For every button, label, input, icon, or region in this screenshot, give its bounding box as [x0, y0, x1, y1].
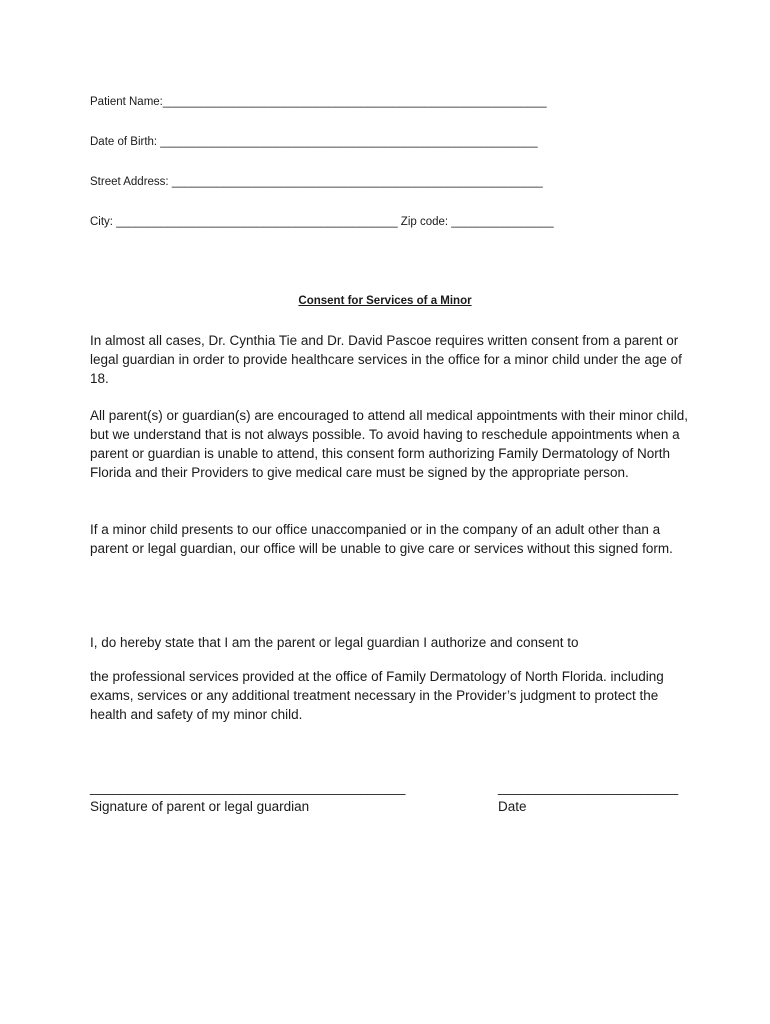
consent-statement: I, do hereby state that I am the parent or legal guardian I authorize and consent to — [90, 635, 579, 650]
paragraph-consent-requirement: In almost all cases, Dr. Cynthia Tie and Dr. David Pascoe requires written consent from a parent or legal guardian in order to provide healthcare services in the office for a minor child under the age of 18. — [90, 333, 682, 386]
city-zip-field: City: ____________________________________________ Zip code: ________________ — [90, 216, 554, 228]
patient-name-field: Patient Name:____________________________________________________________ — [90, 96, 547, 108]
signature-line: __________________________________________ — [90, 780, 406, 795]
paragraph-unaccompanied: If a minor child presents to our office unaccompanied or in the company of an adult other than a parent or legal guardian, our office will be unable to give care or services without this signed form. — [90, 522, 673, 556]
paragraph-attendance: All parent(s) or guardian(s) are encouraged to attend all medical appointments with their minor child, but we understand that is not always possible. To avoid having to reschedule appointments when a parent or guardian is unable to attend, this consent form authorizing Family Dermatology of North Florida and their Providers to give medical care must be signed by the appropriate person. — [90, 408, 689, 480]
document-title: Consent for Services of a Minor — [298, 295, 472, 307]
paragraph-authorization: the professional services provided at the office of Family Dermatology of North Florida. including exams, services or any additional treatment necessary in the Provider’s judgment to protect the health and safety of my minor child. — [90, 669, 664, 722]
signature-label: Signature of parent or legal guardian — [90, 799, 310, 814]
street-address-field: Street Address: __________________________________________________________ — [90, 176, 543, 188]
date-label: Date — [498, 799, 527, 814]
date-line: ________________________ — [498, 780, 679, 795]
date-of-birth-field: Date of Birth: ___________________________________________________________ — [90, 136, 538, 148]
